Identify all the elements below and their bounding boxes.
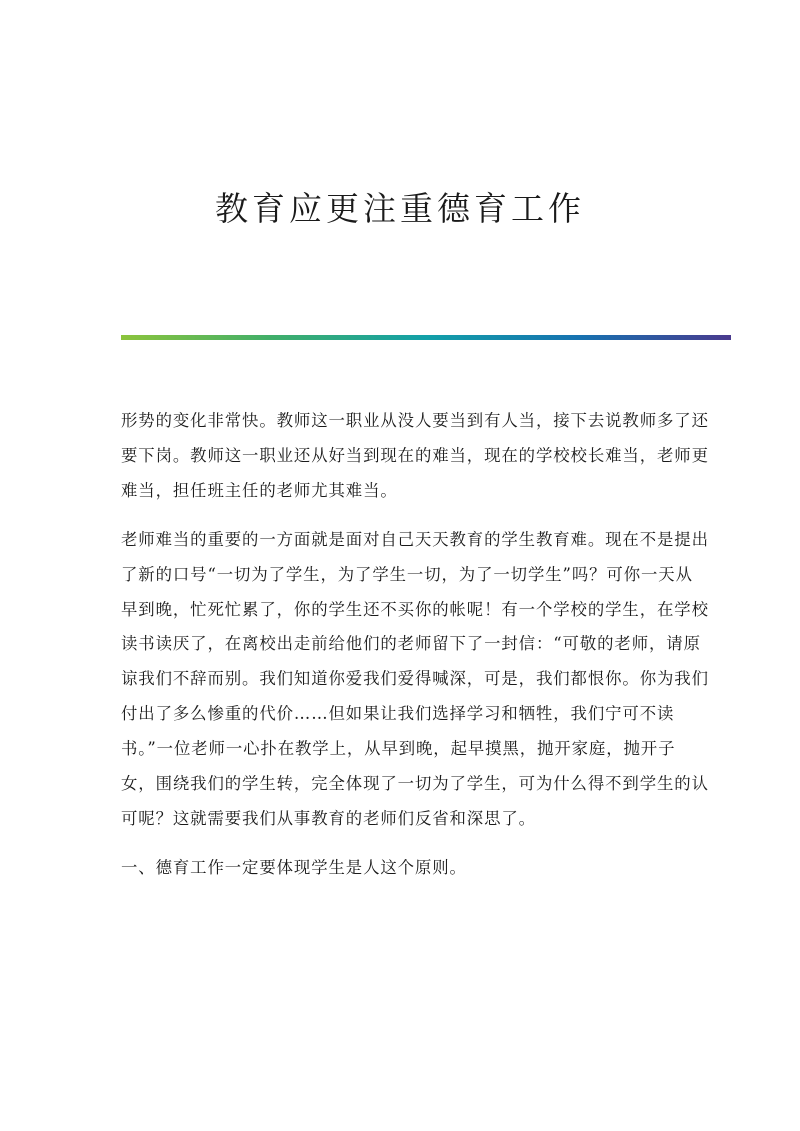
- paragraph-line: 了新的口号“一切为了学生，为了学生一切，为了一切学生”吗？可你一天从: [121, 564, 693, 584]
- paragraph-line: 可呢？这就需要我们从事教育的老师们反省和深思了。: [121, 808, 536, 828]
- paragraph-line: 老师难当的重要的一方面就是面对自己天天教育的学生教育难。现在不是提出: [121, 529, 709, 549]
- paragraph-line: 难当，担任班主任的老师尤其难当。: [121, 480, 398, 500]
- paragraph-line: 谅我们不辞而别。我们知道你爱我们爱得喊深，可是，我们都恨你。你为我们: [121, 669, 709, 689]
- paragraph-line: 付出了多么惨重的代价……但如果让我们选择学习和牺牲，我们宁可不读: [121, 704, 675, 724]
- paragraph-line: 要下岗。教师这一职业还从好当到现在的难当，现在的学校校长难当，老师更: [121, 445, 709, 465]
- paragraph-line: 读书读厌了，在离校出走前给他们的老师留下了一封信：“可敬的老师，请原: [121, 634, 701, 654]
- paragraph-3: [121, 851, 681, 886]
- paragraph-line: 早到晚，忙死忙累了，你的学生还不买你的帐呢！有一个学校的学生，在学校: [121, 599, 709, 619]
- paragraph-line: 形势的变化非常快。教师这一职业从没人要当到有人当，接下去说教师多了还: [121, 411, 709, 430]
- paragraph-2: [121, 523, 709, 837]
- paragraph-line: 书。”一位老师一心扑在教学上，从早到晚，起早摸黑，抛开家庭，抛开子: [121, 739, 676, 759]
- paragraph-line: 女，围绕我们的学生转，完全体现了一切为了学生，可为什么得不到学生的认: [121, 774, 709, 794]
- section-heading-line: 一、德育工作一定要体现学生是人这个原则。: [121, 857, 467, 877]
- document-body: [121, 404, 709, 900]
- title-divider: [121, 335, 731, 340]
- paragraph-1: [121, 404, 709, 509]
- document-title: 教育应更注重德育工作: [215, 189, 585, 228]
